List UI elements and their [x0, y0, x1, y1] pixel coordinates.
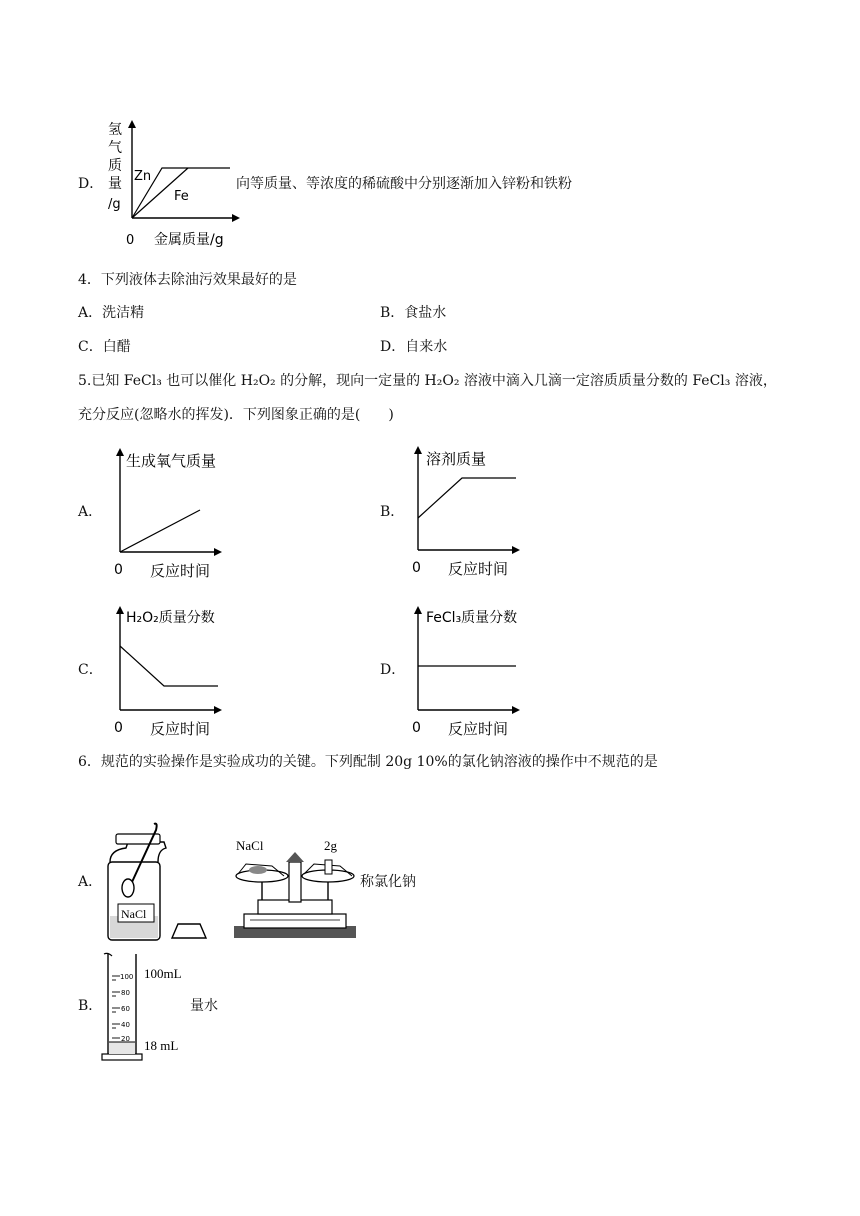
x-axis-arrow — [512, 546, 520, 554]
bottle-shoulder — [110, 842, 166, 862]
q4-stem: 4．下列液体去除油污效果最好的是 — [78, 272, 297, 288]
x-axis-arrow — [232, 214, 240, 222]
q5-stem-line1: 5.已知 FeCl₃ 也可以催化 H₂O₂ 的分解，现向一定量的 H₂O₂ 溶液中滴入几滴一定溶质质量分数的 FeCl₃ 溶液， — [78, 373, 777, 389]
ylabel-char-4: 量 — [108, 176, 122, 192]
y-axis-arrow — [116, 606, 124, 614]
reagent-bottle-figure — [104, 820, 214, 946]
bottle-stopper — [172, 924, 206, 938]
origin-label: 0 — [412, 560, 421, 576]
xlabel: 反应时间 — [448, 560, 509, 578]
q6-option-a-caption: 称氯化钠 — [360, 874, 416, 890]
xlabel: 金属质量/g — [154, 232, 224, 248]
balance-platform — [244, 914, 346, 928]
graduated-cylinder-figure — [100, 950, 196, 1064]
ylabel: H₂O₂质量分数 — [126, 610, 215, 626]
tick-label-60: 60 — [121, 1005, 130, 1013]
x-axis-arrow — [214, 548, 222, 556]
q5-option-b-letter[interactable]: B． — [380, 504, 405, 520]
q5-chart-c — [104, 602, 234, 742]
right-pan-label: 2g — [324, 838, 337, 853]
q3-option-d-text: 向等质量、等浓度的稀硫酸中分别逐渐加入锌粉和铁粉 — [236, 176, 572, 192]
nacl-pile — [249, 866, 267, 874]
xlabel: 反应时间 — [150, 562, 211, 580]
q5-stem-line2: 充分反应(忽略水的挥发)．下列图象正确的是( ) — [78, 407, 394, 423]
cylinder-base — [102, 1054, 142, 1060]
q5-option-c-letter[interactable]: C． — [78, 662, 103, 678]
ylabel-char-5: /g — [108, 197, 121, 212]
xlabel: 反应时间 — [448, 720, 509, 738]
origin-label: 0 — [114, 720, 123, 736]
q6-option-b-letter[interactable]: B． — [78, 998, 103, 1014]
x-axis-arrow — [214, 706, 222, 714]
q4-option-b[interactable]: B．食盐水 — [380, 305, 447, 321]
q3d-chart — [100, 118, 240, 250]
ylabel-char-2: 气 — [108, 140, 122, 156]
x-axis-arrow — [512, 706, 520, 714]
balance-pointer — [286, 852, 304, 862]
y-axis-arrow — [414, 446, 422, 454]
balance-column — [289, 862, 301, 902]
cylinder-top-reading: 100mL — [144, 966, 182, 981]
balance-figure — [228, 836, 362, 944]
cylinder-ticks — [112, 976, 120, 1038]
series-line — [120, 646, 218, 686]
origin-label: 0 — [114, 562, 123, 578]
series-line — [418, 478, 516, 518]
cylinder-bottom-reading: 18 mL — [144, 1038, 179, 1053]
q6-option-b-caption: 量水 — [190, 998, 218, 1014]
series-line — [120, 510, 200, 552]
y-axis-arrow — [414, 606, 422, 614]
series-label-fe: Fe — [174, 189, 189, 204]
xlabel: 反应时间 — [150, 720, 211, 738]
tick-label-40: 40 — [121, 1021, 130, 1029]
q4-option-c[interactable]: C．白醋 — [78, 339, 131, 355]
tick-label-20: 20 — [121, 1035, 130, 1043]
left-pan-label: NaCl — [236, 838, 264, 853]
q6-option-a-letter[interactable]: A． — [78, 874, 103, 890]
tick-label-100: 100 — [120, 973, 134, 981]
q4-option-a[interactable]: A．洗洁精 — [78, 305, 145, 321]
ylabel: FeCl₃质量分数 — [426, 610, 518, 626]
q3-option-d-letter: D． — [78, 176, 104, 192]
cylinder-water — [109, 1042, 135, 1054]
q5-chart-d — [402, 602, 532, 742]
series-label-zn: Zn — [134, 169, 152, 184]
weight-2g — [325, 860, 332, 874]
q4-option-d[interactable]: D．自来水 — [380, 339, 448, 355]
ylabel: 生成氧气质量 — [126, 452, 217, 470]
origin-label: 0 — [126, 233, 135, 248]
spoon-bowl — [122, 879, 134, 897]
ylabel-char-3: 质 — [108, 158, 122, 174]
bottle-label-text: NaCl — [121, 907, 147, 921]
ylabel-char-1: 氢 — [108, 122, 122, 138]
q5-chart-b — [402, 442, 532, 582]
q5-chart-a — [104, 444, 234, 584]
tick-label-80: 80 — [121, 989, 130, 997]
q5-option-d-letter[interactable]: D． — [380, 662, 406, 678]
y-axis-arrow — [116, 448, 124, 456]
q6-stem: 6．规范的实验操作是实验成功的关键。下列配制 20g 10%的氯化钠溶液的操作中不规范的是 — [78, 754, 658, 770]
ylabel: 溶剂质量 — [426, 450, 487, 468]
y-axis-arrow — [128, 120, 136, 128]
origin-label: 0 — [412, 720, 421, 736]
q5-option-a-letter[interactable]: A． — [78, 504, 103, 520]
